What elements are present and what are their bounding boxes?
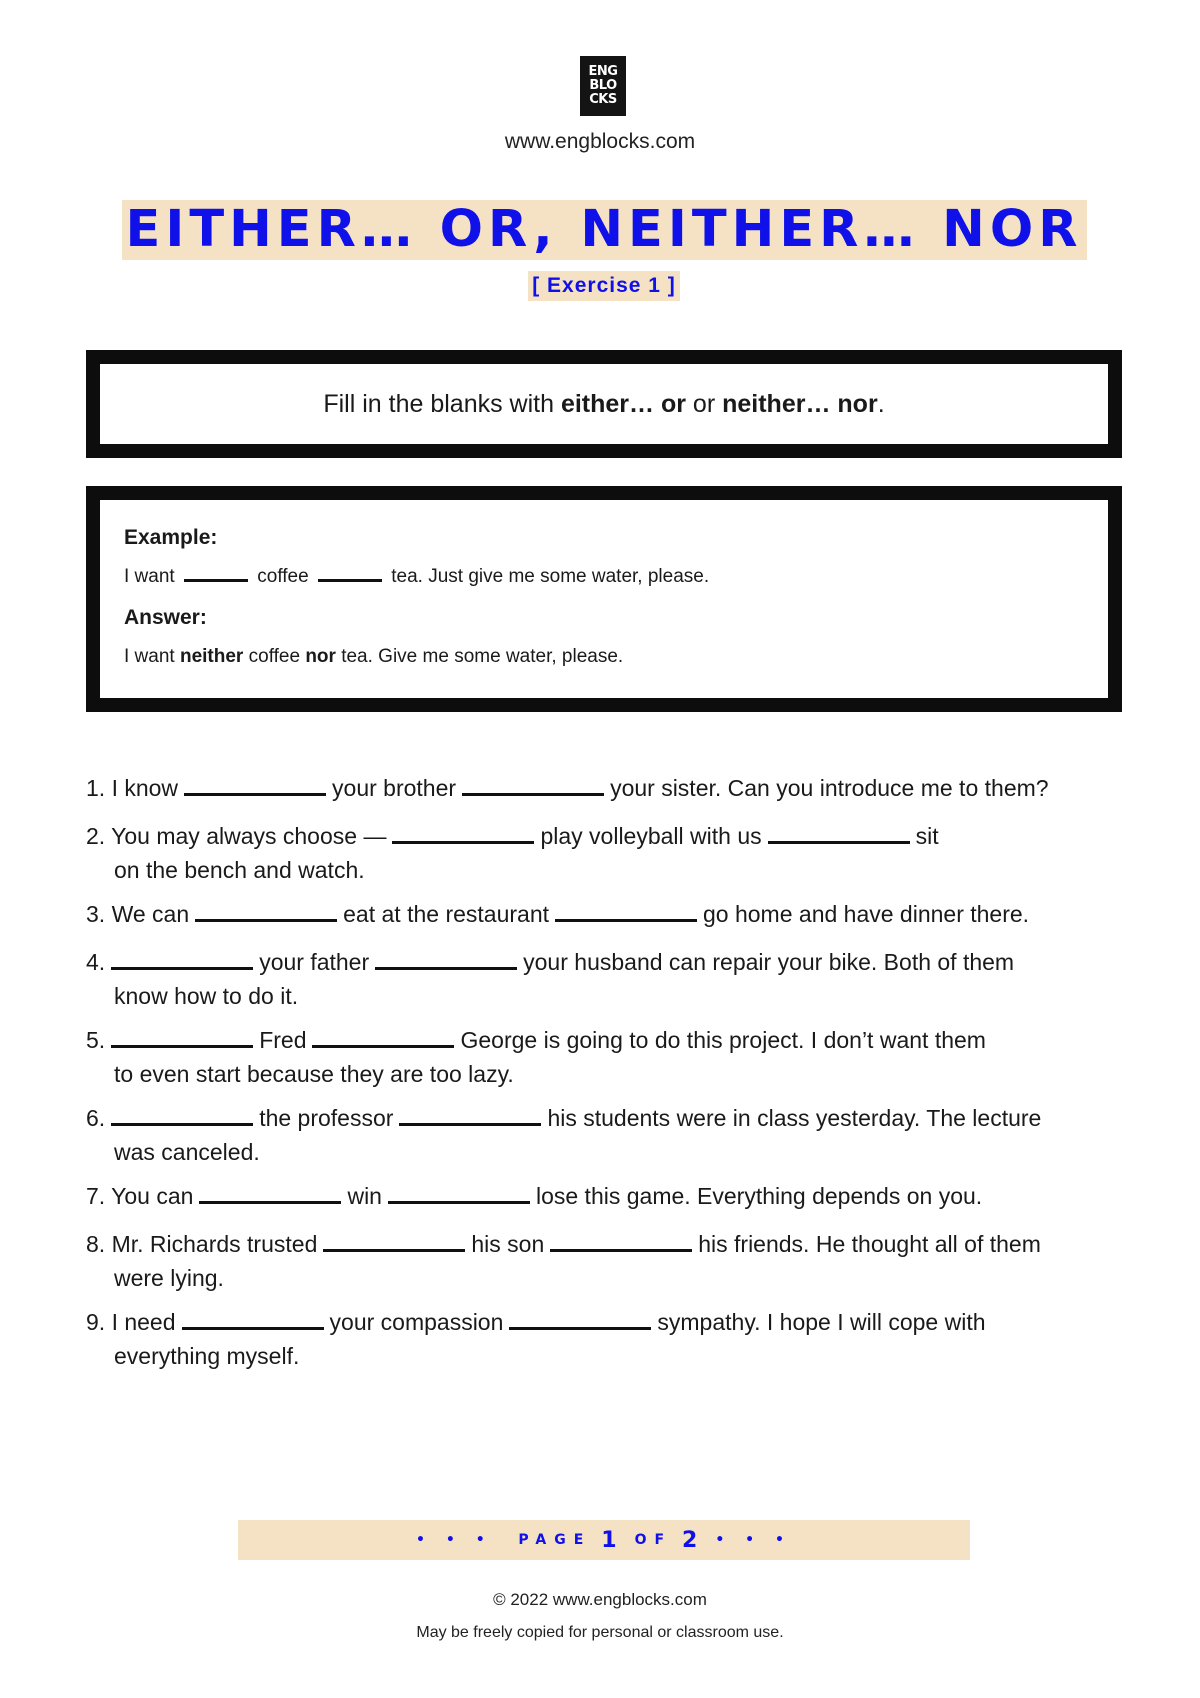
exercise-seg-a: 9. I need	[86, 1309, 176, 1335]
instruction-part-1: Fill in the blanks with	[323, 389, 561, 418]
pager-dots-left: • • •	[416, 1532, 493, 1548]
exercise-seg-c: your sister. Can you introduce me to them?	[610, 775, 1049, 801]
answer-blank-2[interactable]	[509, 1311, 651, 1330]
answer-blank-1[interactable]	[195, 903, 337, 922]
instruction-part-2: or	[685, 389, 723, 418]
exercise-subtitle: [ Exercise 1 ]	[528, 271, 680, 301]
answer-blank-1[interactable]	[182, 1311, 324, 1330]
example-label: Example:	[124, 526, 218, 549]
example-seg-3: tea. Just give me some water, please.	[391, 566, 710, 587]
exercise-item	[86, 894, 1126, 934]
answer-blank-2[interactable]	[550, 1233, 692, 1252]
example-seg-1: I want	[124, 566, 175, 587]
exercise-seg-a: 3. We can	[86, 901, 190, 927]
exercise-continuation: on the bench and watch.	[114, 857, 365, 883]
exercise-seg-c: sympathy. I hope I will cope with	[657, 1309, 986, 1335]
answer-blank-1[interactable]	[392, 825, 534, 844]
instruction-box	[86, 350, 1122, 458]
exercise-seg-b: play volleyball with us	[540, 823, 762, 849]
example-seg-2: coffee	[257, 566, 309, 587]
exercise-seg-b: your brother	[332, 775, 457, 801]
answer-bold-neither: neither	[179, 646, 244, 667]
engblocks-logo	[580, 56, 626, 116]
exercise-seg-a: 1. I know	[86, 775, 179, 801]
site-url[interactable]: www.engblocks.com	[504, 130, 696, 153]
exercise-seg-c: George is going to do this project. I don’t want them	[460, 1027, 986, 1053]
exercise-seg-a: 2. You may always choose —	[86, 823, 387, 849]
exercise-seg-a: 5.	[86, 1027, 106, 1053]
subtitle-wrap	[0, 271, 1200, 301]
exercise-item	[86, 1176, 1126, 1216]
instruction-part-3: .	[877, 389, 885, 418]
pager-of-word: OF	[634, 1532, 673, 1548]
exercise-item	[86, 942, 1126, 1012]
page-indicator	[238, 1520, 970, 1560]
exercise-seg-c: sit	[915, 823, 939, 849]
instruction-bold-neither-nor: neither… nor	[722, 389, 878, 418]
logo-line-3: CKS	[589, 92, 617, 107]
answer-blank-2[interactable]	[375, 951, 517, 970]
exercise-item	[86, 1098, 1126, 1168]
exercise-seg-b: Fred	[259, 1027, 307, 1053]
answer-sentence	[124, 644, 1108, 670]
exercise-continuation: know how to do it.	[114, 983, 299, 1009]
answer-bold-nor: nor	[305, 646, 336, 667]
example-blank-1	[184, 565, 248, 582]
copyright-text: © 2022 www.engblocks.com	[493, 1590, 707, 1609]
logo-line-2: BLO	[589, 78, 617, 93]
example-sentence	[124, 564, 1108, 590]
title-wrap	[0, 200, 1200, 260]
exercise-seg-b: his son	[471, 1231, 545, 1257]
exercise-seg-c: his students were in class yesterday. The lecture	[547, 1105, 1042, 1131]
exercise-seg-b: eat at the restaurant	[343, 901, 549, 927]
logo-line-1: ENG	[588, 64, 618, 79]
exercise-continuation: everything myself.	[114, 1343, 300, 1369]
license-text: May be freely copied for personal or classroom use.	[416, 1624, 784, 1641]
exercise-item	[86, 1302, 1126, 1372]
exercise-seg-b: your father	[259, 949, 370, 975]
exercise-seg-c: go home and have dinner there.	[703, 901, 1030, 927]
example-box	[86, 486, 1122, 712]
instruction-bold-either-or: either… or	[560, 389, 686, 418]
answer-blank-1[interactable]	[199, 1185, 341, 1204]
exercise-seg-c: lose this game. Everything depends on you.	[535, 1183, 983, 1209]
exercise-item	[86, 816, 1126, 886]
exercise-continuation: to even start because they are too lazy.	[114, 1061, 514, 1087]
pager-total: 2	[682, 1527, 706, 1553]
answer-seg-1: I want	[124, 646, 180, 667]
answer-blank-1[interactable]	[184, 777, 326, 796]
exercise-seg-b: the professor	[259, 1105, 394, 1131]
answer-seg-2: coffee	[243, 646, 306, 667]
instruction-text	[323, 390, 884, 419]
exercise-seg-b: win	[347, 1183, 382, 1209]
answer-blank-1[interactable]	[111, 1029, 253, 1048]
exercise-seg-a: 4.	[86, 949, 106, 975]
exercise-seg-c: his friends. He thought all of them	[698, 1231, 1041, 1257]
answer-label: Answer:	[124, 606, 207, 629]
answer-seg-3: tea. Give me some water, please.	[335, 646, 624, 667]
exercise-seg-a: 8. Mr. Richards trusted	[86, 1231, 318, 1257]
exercise-list	[86, 768, 1126, 1380]
answer-blank-1[interactable]	[111, 1107, 253, 1126]
exercise-continuation: were lying.	[114, 1265, 224, 1291]
answer-blank-2[interactable]	[555, 903, 697, 922]
pager-current: 1	[601, 1527, 625, 1553]
exercise-continuation: was canceled.	[114, 1139, 260, 1165]
answer-blank-2[interactable]	[312, 1029, 454, 1048]
exercise-item	[86, 768, 1126, 808]
exercise-seg-a: 7. You can	[86, 1183, 194, 1209]
page-title: EITHER… OR, NEITHER… NOR	[122, 200, 1087, 260]
answer-blank-1[interactable]	[111, 951, 253, 970]
answer-blank-2[interactable]	[768, 825, 910, 844]
answer-blank-2[interactable]	[399, 1107, 541, 1126]
example-blank-2	[318, 565, 382, 582]
exercise-item	[86, 1224, 1126, 1294]
answer-blank-1[interactable]	[323, 1233, 465, 1252]
answer-blank-2[interactable]	[388, 1185, 530, 1204]
exercise-item	[86, 1020, 1126, 1090]
exercise-seg-b: your compassion	[329, 1309, 504, 1335]
pager-page-word: PAGE	[518, 1532, 592, 1548]
exercise-seg-a: 6.	[86, 1105, 106, 1131]
answer-blank-2[interactable]	[462, 777, 604, 796]
pager-dots-right: • • •	[715, 1532, 792, 1548]
exercise-seg-c: your husband can repair your bike. Both of them	[523, 949, 1015, 975]
